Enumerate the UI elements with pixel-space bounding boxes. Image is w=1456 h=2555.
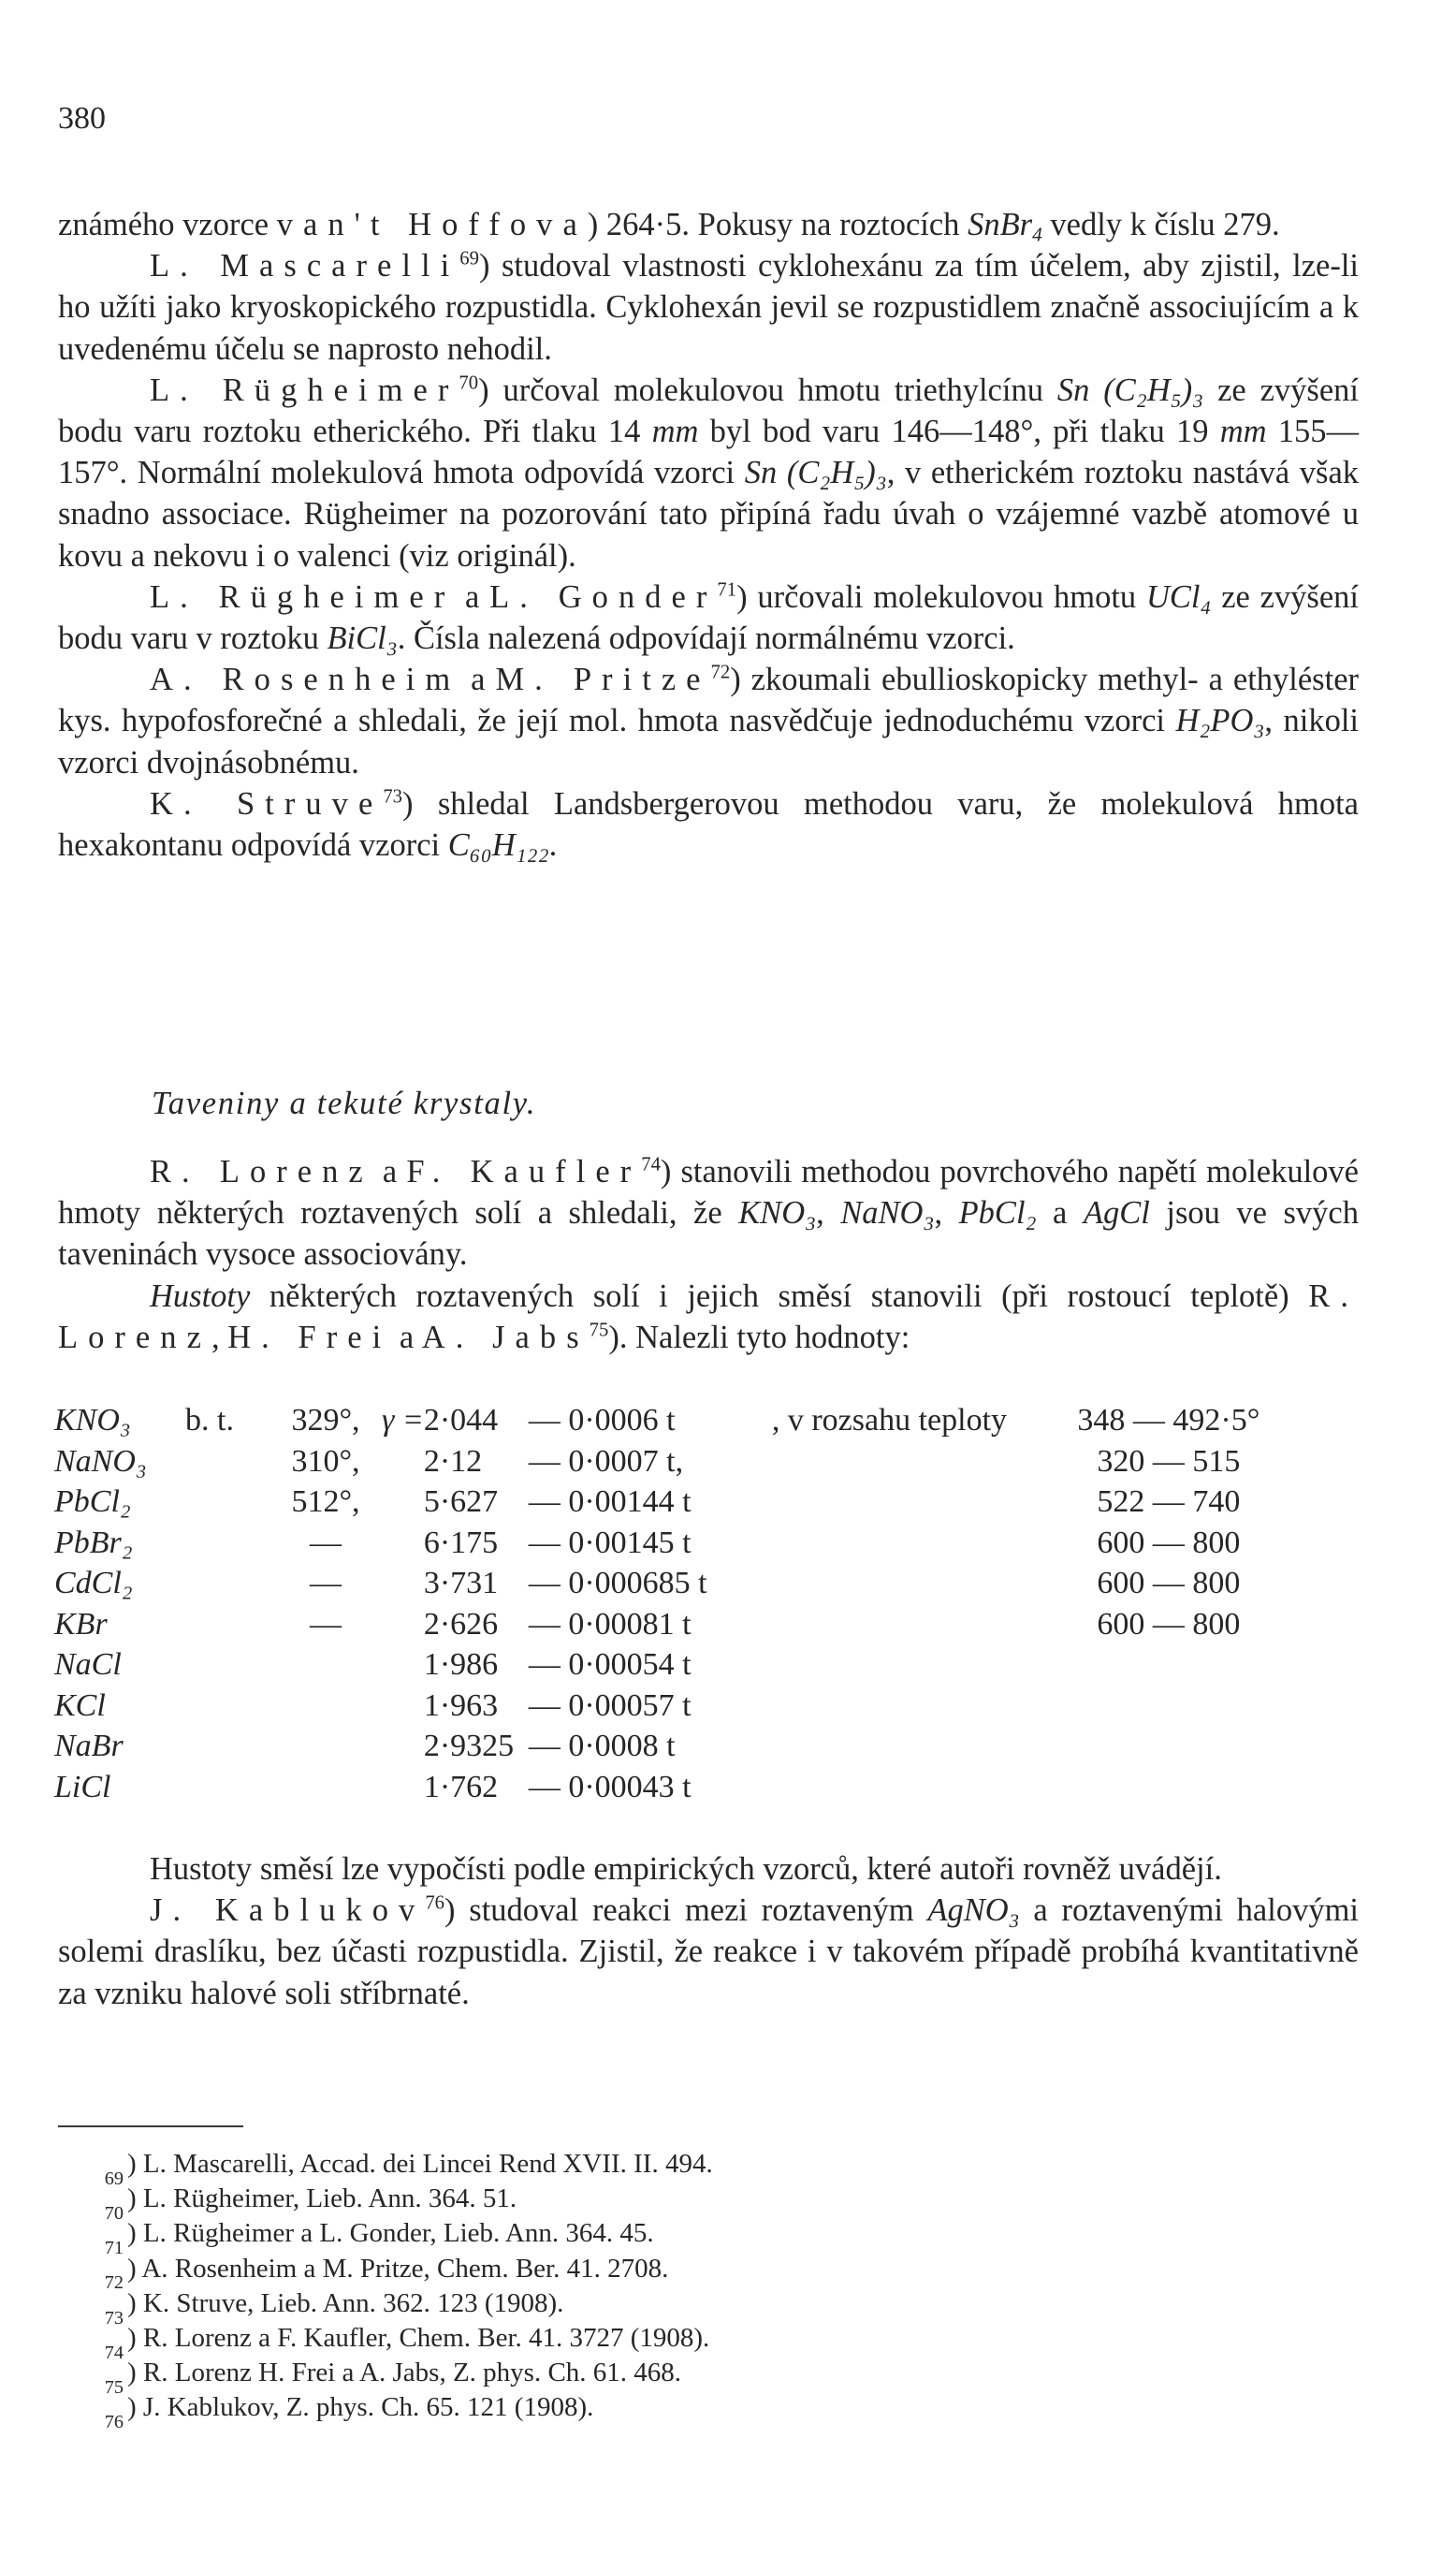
footnote: 72 ) A. Rosenheim a M. Pritze, Chem. Ber. 41. 2708. [127,2252,1344,2286]
paragraph-lorenz-kaufler: R. Lorenz a F. Kaufler$^{74}$) stanovili methodou povrchového napětí molekulové hmoty některých roztavených solí a shledali, že KNO₃, NaNO₃, PbCl₂ a AgCl jsou ve svých taveninách vysoce associovány. [58,1154,1359,1273]
density-temperature-range: 600 — 800 [1097,1606,1241,1642]
density-range-label: , v rozsahu teploty [771,1403,1008,1438]
density-salt: NaBr [54,1729,124,1763]
density-gamma-value: 2·12 [423,1443,483,1479]
density-salt: LiCl [54,1769,111,1804]
density-gamma-symbol [382,1767,424,1808]
density-temperature-range [1062,1644,1275,1686]
density-temperature-range [1062,1686,1275,1727]
body-text-middle [58,1151,1359,1358]
footnote-number: 69 [104,2168,124,2189]
density-gamma-symbol [382,1563,424,1604]
density-salt: KBr [54,1606,108,1642]
footnote: 73 ) K. Struve, Lieb. Ann. 362. 123 (1908). [127,2286,1344,2321]
density-bt-label [185,1604,269,1645]
body-text-lower [58,1848,1359,2014]
density-temperature-range: 522 — 740 [1097,1484,1241,1519]
footnote-number: 72 [104,2272,124,2294]
density-gamma-symbol: γ = [382,1403,424,1438]
density-gamma-symbol [382,1604,424,1645]
density-temperature-range: 600 — 800 [1097,1525,1241,1560]
density-range-label [772,1726,1062,1767]
density-salt: NaNO₃ [54,1443,147,1479]
table-row [54,1523,1275,1564]
table-row [54,1604,1275,1645]
density-melting-point [269,1726,382,1767]
page-number: 380 [58,101,106,136]
density-range-label [772,1604,1062,1645]
footnote: 69 ) L. Mascarelli, Accad. dei Lincei Rend XVII. II. 494. [127,2147,1344,2182]
paragraph-vant-hoff: známého vzorce van't Hoffova) 264·5. Pokusy na roztocích SnBr$_4$ vedly k číslu 279. [58,207,1280,246]
footnote-number: 74 [104,2342,124,2363]
density-melting-point [269,1644,382,1686]
density-temperature-range: 600 — 800 [1097,1566,1241,1600]
density-bt-label [185,1563,269,1604]
density-salt: NaCl [54,1647,122,1682]
paragraph-rosenheim-pritze: A. Rosenheim a M. Pritze$^{72}$) zkoumali ebullioskopicky methyl- a ethyléster kys. hypofosforečné a shledali, že její mol. hmota nasvědčuje jednoduchému vzorci H₂PO₃, nikoli vzorci dvojnásobnému. [58,662,1359,781]
density-coefficient: — 0·00081 t [528,1606,692,1642]
paragraph-struve: K. Struve$^{73}$) shledal Landsbergerovou methodou varu, že molekulová hmota hexakontanu odpovídá vzorci C₆₀H₁₂₂. [58,785,1359,864]
table-row [54,1686,1275,1727]
section-title: Taveniny a tekuté krystaly. [152,1086,537,1121]
density-bt-label [185,1523,269,1564]
density-salt: PbCl₂ [54,1484,131,1519]
footnote-text: L. Rügheimer a L. Gonder, Lieb. Ann. 364. 45. [142,2218,654,2249]
footnote: 70 ) L. Rügheimer, Lieb. Ann. 364. 51. [127,2182,1344,2216]
density-temperature-range: 320 — 515 [1097,1443,1241,1479]
density-melting-point: 310°, [291,1443,360,1479]
density-gamma-symbol [382,1726,424,1767]
density-bt-label [185,1767,269,1808]
density-gamma-symbol [382,1523,424,1564]
density-range-label [772,1644,1062,1686]
density-salt: PbBr₂ [54,1525,133,1560]
footnote-text: A. Rosenheim a M. Pritze, Chem. Ber. 41. 2708. [141,2253,669,2284]
density-gamma-symbol [382,1644,424,1686]
table-row [54,1441,1275,1482]
paragraph-densities-intro: Hustoty některých roztavených solí i jejich směsí stanovili (při rostoucí teplotě) R. Lorenz, H. Frei a A. Jabs$^{75}$). Nalezli tyto hodnoty: [58,1278,1359,1355]
density-range-label [772,1523,1062,1564]
footnote-number: 71 [104,2238,124,2259]
density-melting-point [269,1686,382,1727]
paragraph-kablukov: J. Kablukov$^{76}$) studoval reakci mezi roztaveným AgNO₃ a roztavenými halovými solemi draslíku, bez účasti rozpustidla. Zjistil, že reakce i v takovém případě probíhá kvantitativně za vzniku halové soli stříbrnaté. [58,1892,1359,2011]
density-temperature-range [1062,1726,1275,1767]
density-range-label [772,1441,1062,1482]
density-range-label [772,1686,1062,1727]
footnote-text: J. Kablukov, Z. phys. Ch. 65. 121 (1908). [142,2392,594,2423]
footnote-text: R. Lorenz a F. Kaufler, Chem. Ber. 41. 3727 (1908). [142,2323,710,2354]
density-coefficient: — 0·000685 t [528,1566,707,1600]
density-range-label [772,1563,1062,1604]
footnote-text: K. Struve, Lieb. Ann. 362. 123 (1908). [142,2287,564,2318]
density-gamma-symbol [382,1686,424,1727]
density-bt-label [185,1686,269,1727]
density-melting-point: 329°, [291,1403,360,1438]
density-coefficient: — 0·00054 t [528,1647,692,1682]
body-text-upper [58,204,1359,866]
density-coefficient: — 0·0006 t [528,1403,676,1438]
table-row [54,1482,1275,1523]
density-gamma-value: 1·986 [423,1647,499,1682]
density-gamma-value: 2·044 [423,1403,499,1438]
density-bt-label [185,1726,269,1767]
footnote-number: 75 [104,2377,124,2399]
density-range-label [772,1767,1062,1808]
footnote-text: L. Mascarelli, Accad. dei Lincei Rend XVII. II. 494. [142,2149,713,2179]
table-row [54,1767,1275,1808]
footnote-text: L. Rügheimer, Lieb. Ann. 364. 51. [142,2183,517,2214]
density-gamma-value: 6·175 [423,1525,499,1560]
density-range-label [772,1482,1062,1523]
density-bt-label [185,1482,269,1523]
footnote-divider [58,2125,243,2127]
density-coefficient: — 0·00057 t [528,1687,692,1723]
density-temperature-range: 348 — 492·5° [1077,1403,1260,1438]
density-melting-point [269,1767,382,1808]
footnote-text: R. Lorenz H. Frei a A. Jabs, Z. phys. Ch. 61. 468. [142,2358,682,2388]
footnote: 75 ) R. Lorenz H. Frei a A. Jabs, Z. phys. Ch. 61. 468. [127,2356,1344,2390]
density-melting-point: — [310,1606,342,1642]
table-row [54,1563,1275,1604]
density-bt-label [185,1441,269,1482]
density-coefficient: — 0·0008 t [528,1729,676,1763]
table-row [54,1726,1275,1767]
paragraph-mascarelli: L. Mascarelli$^{69}$) studoval vlastnosti cyklohexánu za tím účelem, aby zjistil, lze-li ho užíti jako kryoskopického rozpustidla. Cyklohexán jevil se rozpustidlem značně associujícím a k uvedenému účelu se naprosto nehodil. [58,248,1359,367]
density-coefficient: — 0·0007 t, [528,1443,684,1479]
density-gamma-value: 3·731 [423,1566,499,1600]
density-coefficient: — 0·00145 t [528,1525,692,1560]
density-temperature-range [1062,1767,1275,1808]
table-row [54,1400,1275,1441]
table-row [54,1644,1275,1686]
density-salt: KNO₃ [54,1403,131,1438]
density-bt-label: b. t. [185,1403,234,1438]
density-salt: KCl [54,1687,106,1723]
paragraph-mixtures: Hustoty směsí lze vypočísti podle empirických vzorců, které autoři rovněž uvádějí. [150,1851,1222,1887]
footnote-number: 73 [104,2307,124,2329]
footnote-number: 70 [104,2203,124,2225]
footnote: 74 ) R. Lorenz a F. Kaufler, Chem. Ber. 41. 3727 (1908). [127,2321,1344,2356]
density-coefficient: — 0·00144 t [528,1484,692,1519]
density-gamma-value: 5·627 [423,1484,499,1519]
density-gamma-value: 1·963 [423,1687,499,1723]
density-gamma-value: 2·626 [423,1606,499,1642]
density-gamma-symbol [382,1482,424,1523]
density-gamma-value: 2·9325 [423,1729,515,1763]
density-salt: CdCl₂ [54,1566,133,1600]
paragraph-rugheimer: L. Rügheimer$^{70}$) určoval molekulovou hmotu triethylcínu Sn (C₂H₅)₃ ze zvýšení bodu varu roztoku etherického. Při tlaku 14 mm byl bod varu 146—148°, při tlaku 19 mm 155—157°. Normální molekulová hmota odpovídá vzorci Sn (C₂H₅)₃, v etherickém roztoku nastává však snadno associace. Rügheimer na pozorování tato připíná řadu úvah o vzájemné vazbě atomové u kovu a nekovu i o valenci (viz originál). [58,372,1360,574]
paragraph-rugheimer-gonder: L. Rügheimer a L. Gonder$^{71}$) určovali molekulovou hmotu UCl₄ ze zvýšení bodu varu v roztoku BiCl₃. Čísla nalezená odpovídají normálnému vzorci. [58,578,1359,657]
density-table [54,1400,1275,1807]
density-melting-point: — [310,1566,342,1600]
density-bt-label [185,1644,269,1686]
density-coefficient: — 0·00043 t [528,1769,692,1804]
density-gamma-value: 1·762 [423,1769,499,1804]
density-melting-point: 512°, [291,1484,360,1519]
footnotes [104,2147,1344,2433]
density-melting-point: — [310,1525,342,1560]
footnote-number: 76 [104,2412,124,2433]
footnote: 76 ) J. Kablukov, Z. phys. Ch. 65. 121 (1908). [127,2390,1344,2425]
footnote: 71 ) L. Rügheimer a L. Gonder, Lieb. Ann. 364. 45. [127,2216,1344,2251]
density-gamma-symbol [382,1441,424,1482]
